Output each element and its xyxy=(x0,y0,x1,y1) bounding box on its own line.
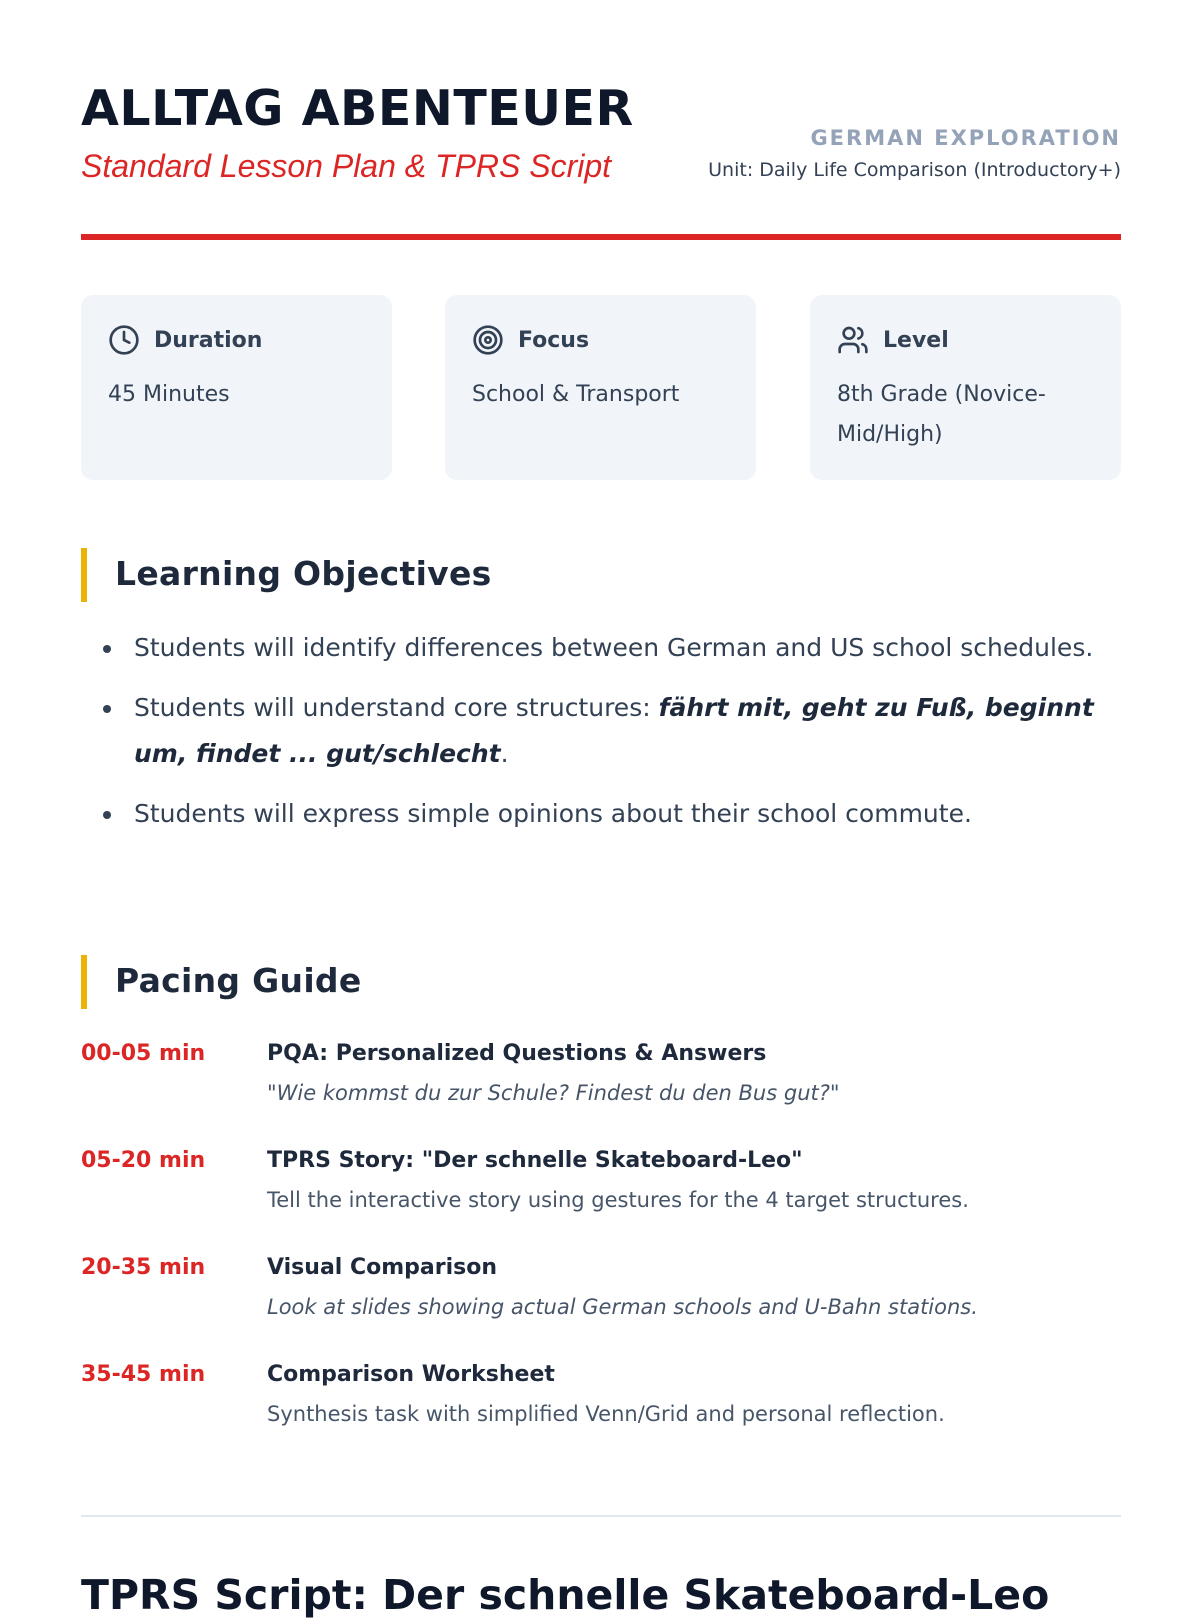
bullet-icon xyxy=(103,811,111,819)
section-accent-bar xyxy=(81,955,87,1009)
pacing-time: 35-45 min xyxy=(81,1362,206,1387)
list-item xyxy=(81,685,1121,777)
pacing-activity: TPRS Story: "Der schnelle Skateboard-Leo" xyxy=(267,1148,803,1173)
level-card xyxy=(810,295,1121,480)
pacing-row xyxy=(81,1144,1121,1251)
bullet-icon xyxy=(103,705,111,713)
pacing-activity: Visual Comparison xyxy=(267,1255,498,1280)
pacing-description: Look at slides showing actual German schools and U-Bahn stations. xyxy=(267,1295,978,1319)
pacing-row xyxy=(81,1358,1121,1465)
pacing-time: 20-35 min xyxy=(81,1255,206,1280)
page-title: ALLTAG ABENTEUER xyxy=(81,80,634,137)
duration-value: 45 Minutes xyxy=(108,382,230,407)
header xyxy=(81,0,1121,244)
duration-label: Duration xyxy=(154,327,263,353)
pacing-activity: Comparison Worksheet xyxy=(267,1362,555,1387)
bullet-icon xyxy=(103,645,111,653)
list-item xyxy=(81,791,1121,837)
objective-text: Students will express simple opinions about their school commute. xyxy=(134,799,972,828)
pacing-time: 05-20 min xyxy=(81,1148,206,1173)
pacing-description: Tell the interactive story using gestures for the 4 target structures. xyxy=(267,1188,969,1212)
header-divider xyxy=(81,234,1121,240)
objectives-title: Learning Objectives xyxy=(115,554,492,593)
script-title: TPRS Script: Der schnelle Skateboard-Leo xyxy=(81,1571,1050,1619)
pacing-title: Pacing Guide xyxy=(115,961,362,1000)
focus-value: School & Transport xyxy=(472,382,680,407)
level-value: 8th Grade (Novice-Mid/High) xyxy=(837,382,1046,447)
objective-suffix: . xyxy=(500,739,509,768)
pacing-heading xyxy=(81,955,1121,1009)
level-label: Level xyxy=(883,327,949,353)
pacing-time: 00-05 min xyxy=(81,1041,206,1066)
users-icon xyxy=(837,324,869,356)
clock-icon xyxy=(108,324,140,356)
pacing-row xyxy=(81,1037,1121,1144)
objective-text: Students will understand core structures: xyxy=(134,693,659,722)
course-name: GERMAN EXPLORATION xyxy=(810,126,1121,150)
pacing-description: Synthesis task with simplified Venn/Grid and personal reflection. xyxy=(267,1402,945,1426)
focus-label: Focus xyxy=(518,327,590,353)
list-item xyxy=(81,625,1121,671)
pacing-row xyxy=(81,1251,1121,1358)
lesson-plan-page xyxy=(81,0,1121,1619)
pacing-activity: PQA: Personalized Questions & Answers xyxy=(267,1041,767,1066)
objectives-heading xyxy=(81,548,1121,602)
objective-structures: fährt mit, geht zu Fuß, beginnt um, findet ... gut/schlecht xyxy=(134,693,1094,768)
course-info xyxy=(708,128,1121,181)
objectives-list xyxy=(81,625,1121,851)
section-accent-bar xyxy=(81,548,87,602)
focus-card xyxy=(445,295,756,480)
pacing-list xyxy=(81,1037,1121,1465)
section-divider xyxy=(81,1515,1121,1517)
unit-label: Unit: Daily Life Comparison (Introductory+) xyxy=(708,159,1121,181)
target-icon xyxy=(472,324,504,356)
info-cards xyxy=(81,295,1121,480)
page-subtitle: Standard Lesson Plan & TPRS Script xyxy=(81,148,612,184)
objective-text: Students will identify differences between German and US school schedules. xyxy=(134,633,1094,662)
pacing-description: "Wie kommst du zur Schule? Findest du den Bus gut?" xyxy=(267,1081,840,1105)
duration-card xyxy=(81,295,392,480)
